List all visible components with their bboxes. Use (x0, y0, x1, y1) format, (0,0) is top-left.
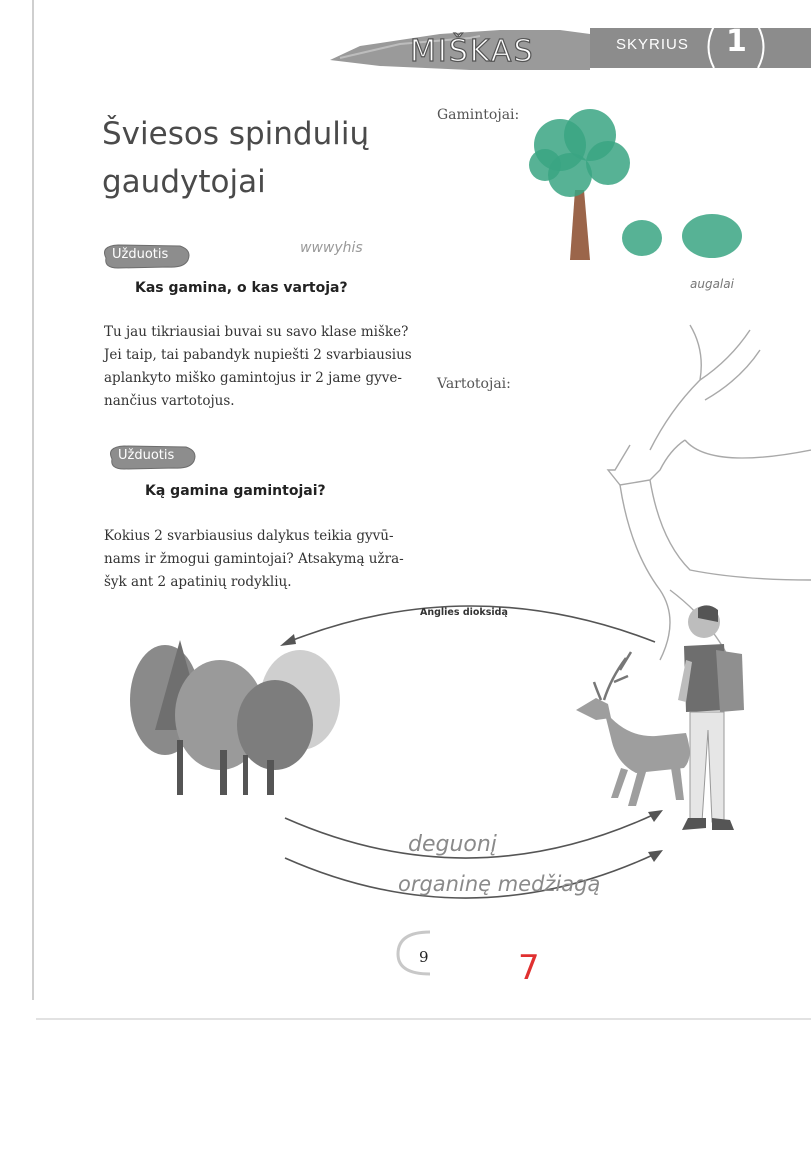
task-text-line: Jei taip, tai pabandyk nupiešti 2 svarbiausius (104, 347, 412, 363)
boy-illustration (672, 600, 752, 840)
page-title-line-1: Šviesos spindulių (102, 116, 370, 152)
task-text-line: Kokius 2 svarbiausius dalykus teikia gyvū- (104, 528, 394, 544)
task-badge: Užduotis (112, 247, 169, 262)
handwritten-answer-1: deguonį (408, 832, 497, 857)
chapter-label: SKYRIUS (616, 36, 689, 53)
task-text (104, 525, 404, 594)
page-bottom-edge (36, 1018, 811, 1020)
task-badge: Užduotis (118, 448, 175, 463)
task-heading: Kas gamina, o kas vartoja? (135, 280, 348, 296)
forest-trees-illustration (125, 630, 345, 800)
task-heading: Ką gamina gamintojai? (145, 483, 326, 499)
child-drawing-bushes (612, 210, 752, 270)
page-title (102, 110, 432, 206)
handwritten-scribble: wwwyhis (300, 240, 363, 256)
task-text-line: nančius vartotojus. (104, 393, 235, 409)
header-band (0, 0, 811, 80)
section-title: MIŠKAS (410, 34, 535, 69)
chapter-number: 1 (726, 24, 747, 59)
task-text-line: Tu jau tikriausiai buvai su savo klase miške? (104, 324, 409, 340)
grade-mark: 7 (518, 948, 540, 988)
page-number: 9 (419, 948, 429, 966)
producers-label: Gamintojai: (437, 107, 520, 123)
task-text-line: aplankyto miško gamintojus ir 2 jame gyve- (104, 370, 402, 386)
binding-edge (32, 0, 34, 1000)
handwritten-producers-answer: augalai (690, 277, 734, 291)
co2-arrow-label: Anglies dioksidą (420, 607, 508, 618)
consumers-label: Vartotojai: (437, 376, 511, 392)
page-title-line-2: gaudytojai (102, 164, 266, 200)
task-text-line: šyk ant 2 apatinių rodyklių. (104, 574, 292, 590)
task-text (104, 321, 412, 413)
handwritten-answer-2: organinę medžiagą (398, 872, 601, 896)
task-text-line: nams ir žmogui gamintojai? Atsakymą užra- (104, 551, 404, 567)
